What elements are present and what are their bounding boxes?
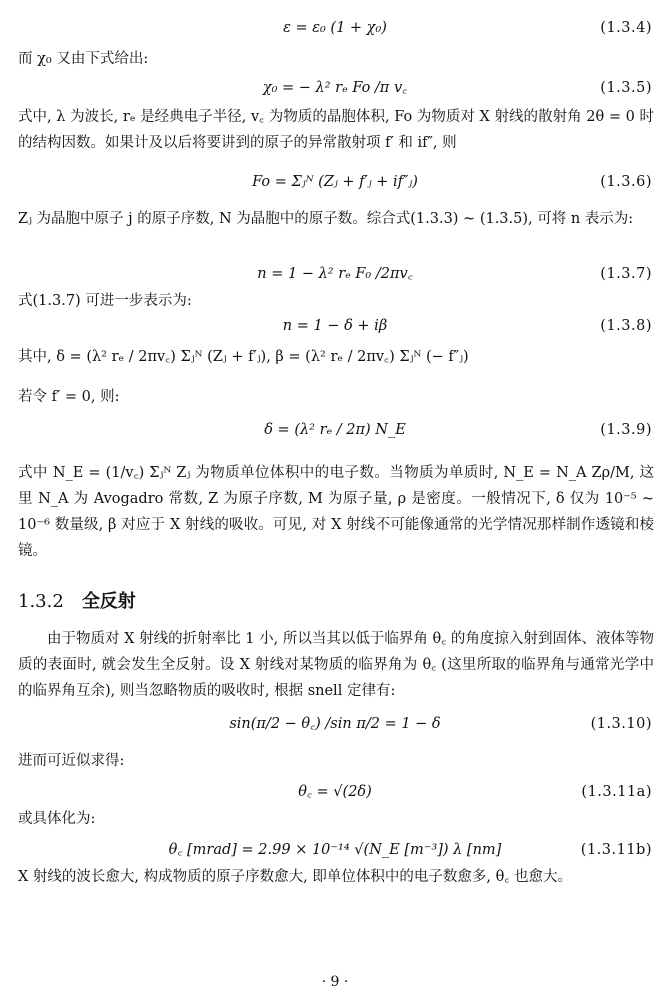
- paragraph-let-f: 若令 f′ = 0, 则:: [18, 389, 120, 405]
- equation-1-3-11a: [0, 780, 670, 804]
- equation-formula: θ꜀ = √(2δ): [298, 784, 372, 800]
- equation-number: (1.3.8): [600, 318, 652, 334]
- equation-formula: δ = (λ² rₑ / 2π) N_E: [264, 422, 406, 438]
- page-number: · 9 ·: [321, 974, 349, 990]
- equation-number: (1.3.5): [600, 80, 652, 96]
- section-heading: [18, 590, 136, 614]
- equation-number: (1.3.10): [590, 716, 652, 732]
- equation-1-3-8: [0, 314, 670, 338]
- equation-1-3-5: [0, 76, 670, 100]
- paragraph-atomic-number: Zⱼ 为晶胞中原子 j 的原子序数, N 为晶胞中的原子数。综合式(1.3.3) ~ (1.3.5), 可将 n 表示为:: [18, 211, 634, 227]
- paragraph-electron-density: 式中 N_E = (1/v꜀) Σⱼᴺ Zⱼ 为物质单位体积中的电子数。当物质为单质时, N_E = N_A Zρ/M, 这里 N_A 为 Avogadro 常数, Z 为原子序数, M 为原子量, ρ 是密度。一般情况下, δ 仅为 10⁻⁵ ~ 10⁻⁶ 数量级, β 对应于 X 射线的吸收。可见, 对 X 射线不可能像通常的光学情况那样制作透镜和棱镜。: [18, 465, 654, 559]
- section-title: 全反射: [81, 591, 136, 612]
- equation-formula: χ₀ = − λ² rₑ Fo /π v꜀: [262, 80, 408, 96]
- paragraph-total-reflection: 由于物质对 X 射线的折射率比 1 小, 所以当其以低于临界角 θ꜀ 的角度掠入射到固体、液体等物质的表面时, 就会发生全反射。设 X 射线对某物质的临界角为 θ꜀ (这里所取的临界角与通常光学中的临界角互余), 则当忽略物质的吸收时, 根据 snell 定律有:: [18, 631, 654, 699]
- equation-number: (1.3.11a): [581, 784, 652, 800]
- equation-formula: sin(π/2 − θ꜀) /sin π/2 = 1 − δ: [229, 716, 441, 732]
- equation-formula: Fo = Σⱼᴺ (Zⱼ + f′ⱼ + if″ⱼ): [252, 174, 418, 190]
- paragraph-definitions: 式中, λ 为波长, rₑ 是经典电子半径, v꜀ 为物质的晶胞体积, Fo 为物质对 X 射线的散射角 2θ = 0 时的结构因数。如果计及以后将要讲到的原子的异常散射项 f′ 和 if″, 则: [18, 109, 654, 151]
- equation-number: (1.3.9): [600, 422, 652, 438]
- paragraph-chi0-intro: 而 χ₀ 又由下式给出:: [18, 51, 149, 67]
- equation-1-3-7: [0, 262, 670, 286]
- equation-formula: n = 1 − δ + iβ: [282, 318, 388, 334]
- equation-number: (1.3.7): [600, 266, 652, 282]
- equation-formula: n = 1 − λ² rₑ F₀ /2πv꜀: [257, 266, 413, 282]
- paragraph-approx: 进而可近似求得:: [18, 753, 125, 769]
- equation-formula: θ꜀ [mrad] = 2.99 × 10⁻¹⁴ √(N_E [m⁻³]) λ [nm]: [168, 842, 502, 858]
- paragraph-delta-beta: 其中, δ = (λ² rₑ / 2πv꜀) Σⱼᴺ (Zⱼ + f′ⱼ), β = (λ² rₑ / 2πv꜀) Σⱼᴺ (− f″ⱼ): [18, 349, 469, 365]
- equation-number: (1.3.6): [600, 174, 652, 190]
- equation-1-3-6: [0, 170, 670, 194]
- paragraph-conclusion: X 射线的波长愈大, 构成物质的原子序数愈大, 即单位体积中的电子数愈多, θ꜀ 也愈大。: [18, 869, 572, 885]
- equation-formula: ε = ε₀ (1 + χ₀): [283, 20, 387, 36]
- equation-number: (1.3.4): [600, 20, 652, 36]
- paragraph-specific: 或具体化为:: [18, 811, 96, 827]
- equation-1-3-4: [0, 16, 670, 40]
- equation-1-3-11b: [0, 838, 670, 862]
- paragraph-further: 式(1.3.7) 可进一步表示为:: [18, 293, 192, 309]
- section-number: 1.3.2: [18, 591, 64, 612]
- equation-1-3-9: [0, 418, 670, 442]
- equation-1-3-10: [0, 712, 670, 736]
- equation-number: (1.3.11b): [580, 842, 652, 858]
